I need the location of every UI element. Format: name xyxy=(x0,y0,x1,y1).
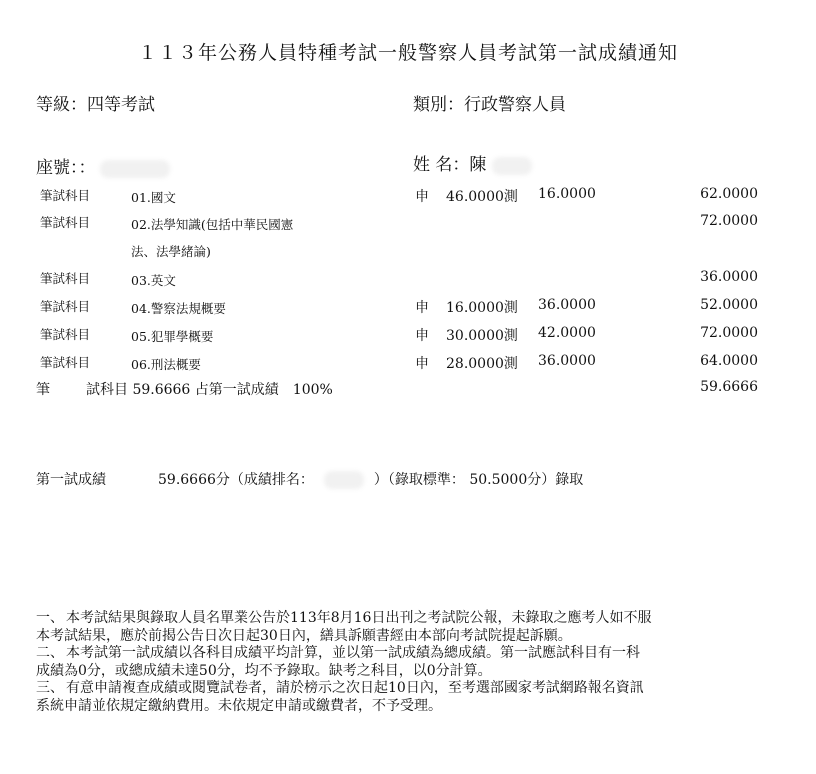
subject-total: 72.0000 xyxy=(700,325,758,341)
notes xyxy=(36,610,651,716)
summary-prefix: 筆 xyxy=(36,382,50,398)
subject-mark: 申 xyxy=(415,189,429,205)
result-score xyxy=(158,469,583,489)
subject-name: 02.法學知識(包括中華民國憲 xyxy=(131,217,294,232)
subject-total: 36.0000 xyxy=(700,269,758,285)
subject-mark: 申 xyxy=(415,356,429,372)
rank-redaction xyxy=(324,471,364,489)
subject-score-1: 28.0000測 xyxy=(446,356,518,372)
subject-row-label: 筆試科目 xyxy=(40,327,91,342)
subject-name: 06.刑法概要 xyxy=(131,357,201,372)
subject-score-2: 42.0000 xyxy=(538,325,596,341)
subject-score-2: 36.0000 xyxy=(538,353,596,369)
subject-name-cont: 法、法學緒論) xyxy=(131,244,211,259)
subject-total: 64.0000 xyxy=(700,353,758,369)
subject-total: 72.0000 xyxy=(700,213,758,229)
summary-text: 試科目 59.6666 占第一試成績 100% xyxy=(86,382,333,398)
subject-mark: 申 xyxy=(415,328,429,344)
name-label: 姓 名：陳 xyxy=(413,155,487,175)
subject-name: 04.警察法規概要 xyxy=(131,301,226,316)
seat-label: 座號：： xyxy=(36,158,96,178)
exam-category: 類別：行政警察人員 xyxy=(413,95,566,115)
note-number: 一、 xyxy=(36,610,64,626)
result-after-rank: ）（錄取標準： 50.5000分）錄取 xyxy=(373,472,584,488)
note-line: 本考試結果與錄取人員名單業公告於113年8月16日出刊之考試院公報，未錄取之應考人如不服 xyxy=(66,610,652,626)
subject-row-label: 筆試科目 xyxy=(40,188,91,203)
note-line: 系統申請並依規定繳納費用。未依規定申請或繳費者，不予受理。 xyxy=(36,697,442,714)
subject-mark: 申 xyxy=(415,300,429,316)
exam-grade: 等級：四等考試 xyxy=(36,95,155,115)
name-redaction xyxy=(492,157,532,175)
subject-row-label: 筆試科目 xyxy=(40,271,91,286)
subject-score-1: 46.0000測 xyxy=(446,189,518,205)
note-item xyxy=(36,610,651,628)
result-label: 第一試成績 xyxy=(36,472,106,488)
subject-name: 03.英文 xyxy=(131,273,176,288)
note-line: 有意申請複查成績或閱覽試卷者，請於榜示之次日起10日內，至考選部國家考試網路報名資訊 xyxy=(66,680,644,697)
note-line: 本考試第一試成績以各科目成績平均計算，並以第一試成績為總成績。第一試應試科目有一科 xyxy=(66,645,640,662)
page-title: １１３年公務人員特種考試一般警察人員考試第一試成績通知 xyxy=(137,42,678,64)
note-line: 成績為0分，或總成績未達50分，均不予錄取。缺考之科目，以0分計算。 xyxy=(36,662,492,679)
subject-name: 05.犯罪學概要 xyxy=(131,329,214,344)
note-number: 三、 xyxy=(36,680,64,697)
result-score-text: 59.6666分（成績排名： xyxy=(158,472,314,488)
subject-row-label: 筆試科目 xyxy=(40,299,91,314)
note-number: 二、 xyxy=(36,645,64,662)
candidate-name xyxy=(413,150,532,175)
subject-name: 01.國文 xyxy=(131,190,176,205)
subject-score-2: 16.0000 xyxy=(538,186,596,202)
subject-score-1: 30.0000測 xyxy=(446,328,518,344)
summary-total: 59.6666 xyxy=(700,379,758,395)
note-item xyxy=(36,680,651,698)
subject-total: 52.0000 xyxy=(700,297,758,313)
seat-number xyxy=(36,153,170,178)
note-item xyxy=(36,645,651,663)
subject-row-label: 筆試科目 xyxy=(40,215,91,230)
subject-row-label: 筆試科目 xyxy=(40,355,91,370)
subject-total: 62.0000 xyxy=(700,186,758,202)
seat-redaction xyxy=(100,160,170,178)
subject-score-1: 16.0000測 xyxy=(446,300,518,316)
note-line: 本考試結果，應於前揭公告日次日起30日內，繕具訴願書經由本部向考試院提起訴願。 xyxy=(36,627,572,644)
subject-score-2: 36.0000 xyxy=(538,297,596,313)
